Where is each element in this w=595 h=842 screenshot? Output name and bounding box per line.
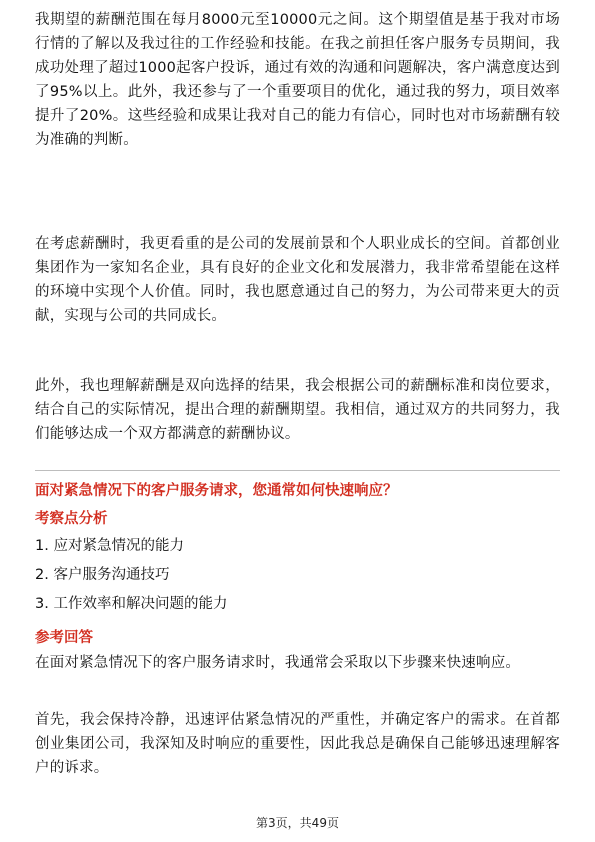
question-title: 面对紧急情况下的客户服务请求，您通常如何快速响应？ xyxy=(35,483,398,499)
analysis-item: 3. 工作效率和解决问题的能力 xyxy=(35,596,228,612)
mutual-choice-paragraph: 此外，我也理解薪酬是双向选择的结果，我会根据公司的薪酬标准和岗位要求，结合自己的实际情况，提出合理的薪酬期望。我相信，通过双方的共同努力，我们能够达成一个双方都满意的薪酬协议。 xyxy=(35,378,560,442)
section-divider xyxy=(35,470,560,471)
answer-paragraph: 首先，我会保持冷静，迅速评估紧急情况的严重性，并确定客户的需求。在首都创业集团公司，我深知及时响应的重要性，因此我总是确保自己能够迅速理解客户的诉求。 xyxy=(35,712,560,776)
page-number: 第3页，共49页 xyxy=(256,816,339,830)
analysis-heading: 考察点分析 xyxy=(35,511,108,527)
analysis-item: 2. 客户服务沟通技巧 xyxy=(35,567,170,583)
answer-heading: 参考回答 xyxy=(35,630,93,646)
analysis-item: 1. 应对紧急情况的能力 xyxy=(35,538,184,554)
salary-expectation-paragraph: 我期望的薪酬范围在每月8000元至10000元之间。这个期望值是基于我对市场行情的了解以及我过往的工作经验和技能。在我之前担任客户服务专员期间，我成功处理了超过1000起客户投诉，通过有效的沟通和问题解决，客户满意度达到了95%以上。此外，我还参与了一个重要项目的优化，通过我的努力，项目效率提升了20%。这些经验和成果让我对自己的能力有信心，同时也对市场薪酬有较为准确的判断。 xyxy=(35,12,560,148)
answer-paragraph: 在面对紧急情况下的客户服务请求时，我通常会采取以下步骤来快速响应。 xyxy=(35,655,521,671)
career-growth-paragraph: 在考虑薪酬时，我更看重的是公司的发展前景和个人职业成长的空间。首都创业集团作为一家知名企业，具有良好的企业文化和发展潜力，我非常希望能在这样的环境中实现个人价值。同时，我也愿意通过自己的努力，为公司带来更大的贡献，实现与公司的共同成长。 xyxy=(35,236,560,324)
